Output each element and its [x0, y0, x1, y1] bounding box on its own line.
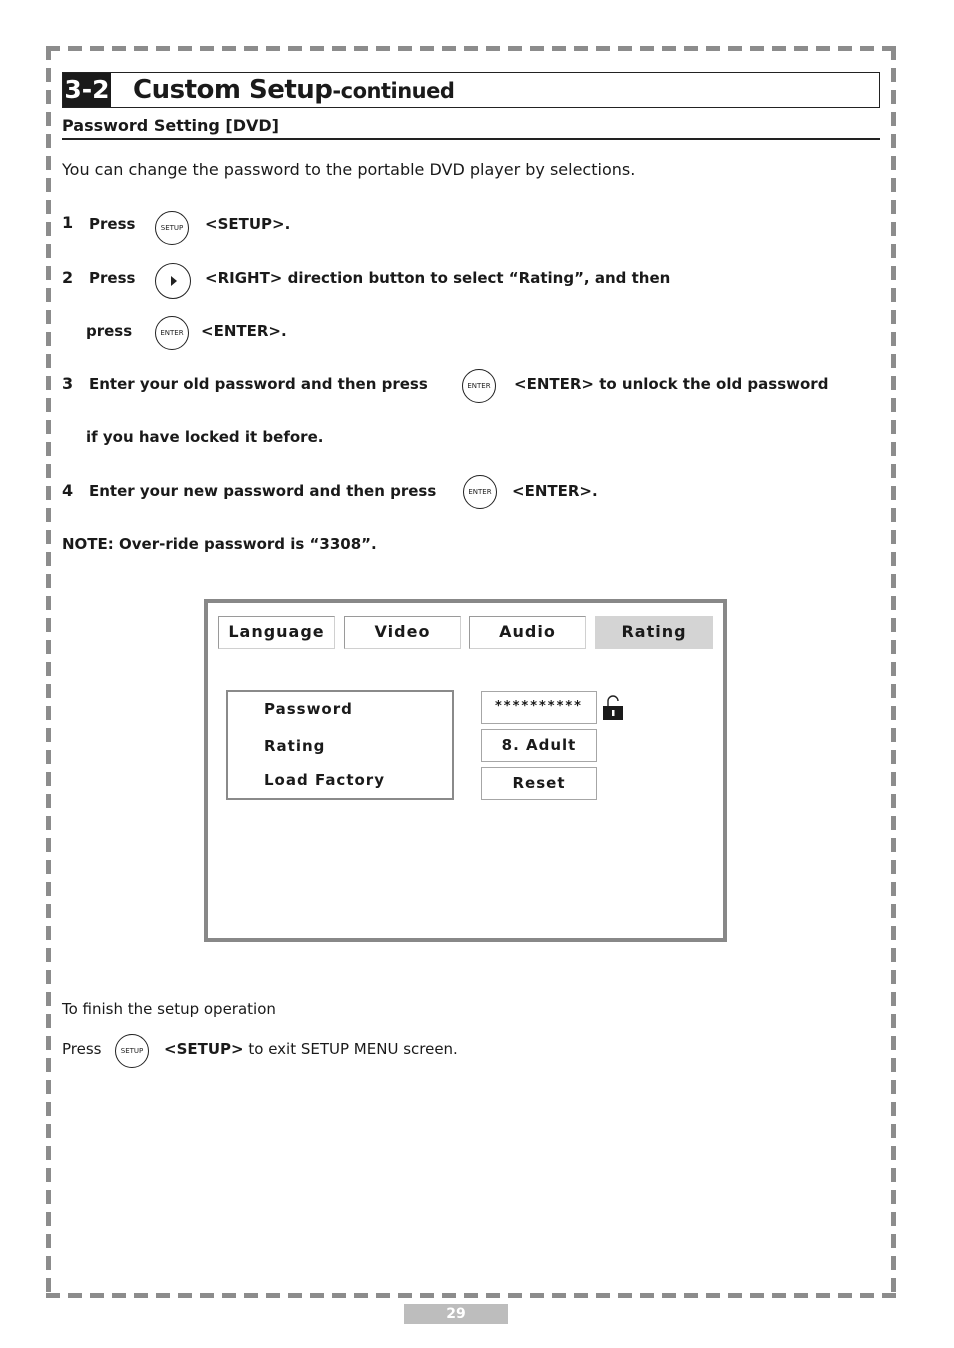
step-2-line2-press: press [86, 322, 133, 340]
section-title [133, 73, 454, 108]
finish-text: to exit SETUP MENU screen. [243, 1040, 458, 1058]
step-3-text: <ENTER> to unlock the old password [514, 375, 829, 393]
step-2-number: 2 [62, 268, 74, 287]
step-3-number: 3 [62, 374, 74, 393]
tab-language[interactable]: Language [218, 616, 335, 649]
page-number: 29 [404, 1304, 508, 1324]
unlocked-padlock-icon [602, 693, 624, 721]
step-1-text: <SETUP>. [205, 215, 291, 233]
password-field[interactable]: ********** [481, 691, 597, 724]
step-4-number: 4 [62, 481, 74, 500]
frame-border-right [891, 46, 896, 1298]
enter-button-icon: ENTER [155, 316, 189, 350]
setup-button-icon: SETUP [115, 1034, 149, 1068]
step-2-press: Press [89, 269, 136, 287]
tab-rating[interactable]: Rating [595, 616, 713, 649]
enter-button-icon: ENTER [462, 369, 496, 403]
options-list [226, 690, 454, 800]
section-title-suffix: -continued [332, 79, 455, 103]
setup-button-icon: SETUP [155, 211, 189, 245]
step-3-prefix: Enter your old password and then press [89, 375, 428, 393]
finish-line [164, 1040, 458, 1058]
section-title-main: Custom Setup [133, 75, 333, 105]
note-text: NOTE: Over-ride password is “3308”. [62, 535, 377, 553]
frame-border-bottom [46, 1293, 896, 1298]
tab-audio[interactable]: Audio [469, 616, 586, 649]
step-4-text: <ENTER>. [512, 482, 598, 500]
intro-text: You can change the password to the portable DVD player by selections. [62, 160, 636, 179]
step-3-line2-text: if you have locked it before. [86, 428, 324, 446]
finish-heading: To finish the setup operation [62, 1000, 276, 1018]
step-2-line2-text: <ENTER>. [201, 322, 287, 340]
step-1-press: Press [89, 215, 136, 233]
step-2-text: <RIGHT> direction button to select “Rating”, and then [205, 269, 671, 287]
step-1-number: 1 [62, 213, 74, 232]
frame-border-left [46, 46, 51, 1298]
option-password[interactable]: Password [264, 700, 353, 718]
frame-border-top [46, 46, 896, 51]
step-4-prefix: Enter your new password and then press [89, 482, 437, 500]
right-arrow-icon [155, 263, 191, 299]
enter-button-icon: ENTER [463, 475, 497, 509]
option-rating[interactable]: Rating [264, 737, 326, 755]
section-number: 3-2 [63, 73, 111, 107]
setup-menu-screen [204, 599, 727, 942]
section-title-box [62, 72, 880, 108]
rating-value[interactable]: 8. Adult [481, 729, 597, 762]
subheading: Password Setting [DVD] [62, 116, 880, 140]
tab-video[interactable]: Video [344, 616, 461, 649]
option-load-factory[interactable]: Load Factory [264, 771, 385, 789]
finish-key: <SETUP> [164, 1040, 244, 1058]
finish-press: Press [62, 1040, 102, 1058]
reset-button[interactable]: Reset [481, 767, 597, 800]
